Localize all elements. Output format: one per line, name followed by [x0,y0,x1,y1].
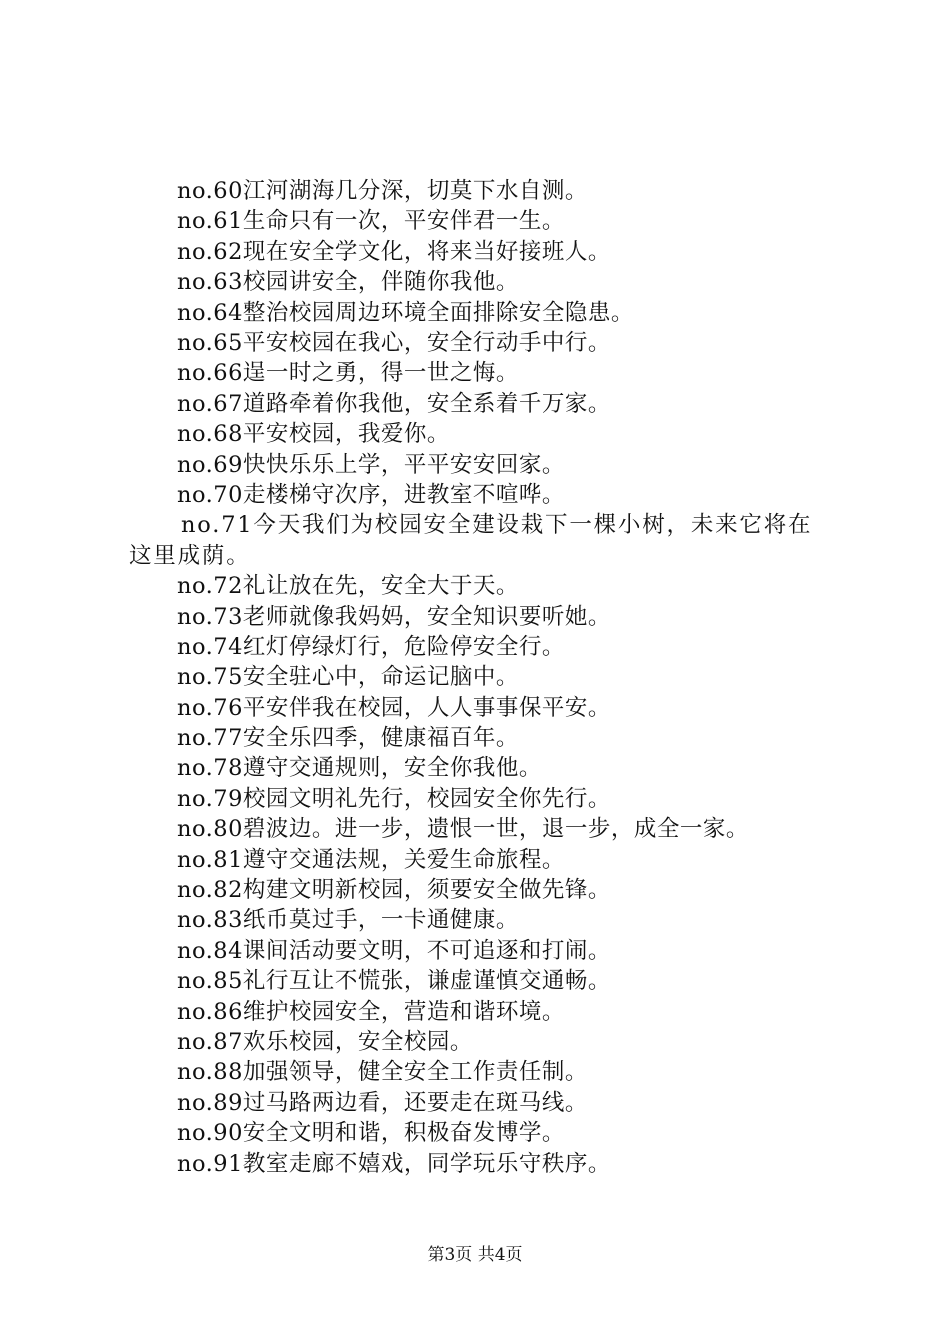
slogan-line: no.85礼行互让不慌张，谦虚谨慎交通畅。 [177,968,611,995]
slogan-line: no.80碧波边。进一步，遗恨一世，退一步，成全一家。 [177,816,749,843]
slogan-line: no.83纸币莫过手，一卡通健康。 [177,907,519,934]
slogan-line: no.84课间活动要文明，不可追逐和打闹。 [177,937,611,964]
slogan-line: no.90安全文明和谐，积极奋发博学。 [177,1120,565,1147]
slogan-line: no.88加强领导，健全安全工作责任制。 [177,1059,588,1086]
slogan-line: no.61生命只有一次，平安伴君一生。 [177,208,565,235]
slogan-line: no.77安全乐四季，健康福百年。 [177,725,519,752]
slogan-line: no.82构建文明新校园，须要安全做先锋。 [177,877,611,904]
slogan-line: no.62现在安全学文化，将来当好接班人。 [177,238,611,265]
slogan-list [129,176,834,1179]
slogan-line: no.72礼让放在先，安全大于天。 [177,573,519,600]
slogan-line: no.73老师就像我妈妈，安全知识要听她。 [177,603,611,630]
slogan-line: no.79校园文明礼先行，校园安全你先行。 [177,785,611,812]
page-footer: 第3页 共4页 [427,1245,523,1265]
slogan-line: no.75安全驻心中，命运记脑中。 [177,664,519,691]
slogan-line: no.63校园讲安全，伴随你我他。 [177,269,519,296]
slogan-line: no.89过马路两边看，还要走在斑马线。 [177,1089,588,1116]
slogan-line: no.68平安校园，我爱你。 [177,421,450,448]
slogan-line-wrapped: no.71今天我们为校园安全建设栽下一棵小树，未来它将在这里成荫。 [129,512,813,569]
slogan-line: no.87欢乐校园，安全校园。 [177,1028,473,1055]
slogan-line: no.67道路牵着你我他，安全系着千万家。 [177,390,611,417]
slogan-line: no.81遵守交通法规，关爱生命旅程。 [177,846,565,873]
slogan-line: no.65平安校园在我心，安全行动手中行。 [177,329,611,356]
slogan-line: no.64整治校园周边环境全面排除安全隐患。 [177,299,634,326]
slogan-line: no.91教室走廊不嬉戏，同学玩乐守秩序。 [177,1150,611,1177]
slogan-line: no.70走楼梯守次序，进教室不喧哗。 [177,481,565,508]
slogan-line: no.76平安伴我在校园，人人事事保平安。 [177,694,611,721]
slogan-line: no.86维护校园安全，营造和谐环境。 [177,998,565,1025]
slogan-line: no.69快快乐乐上学，平平安安回家。 [177,451,565,478]
slogan-line: no.74红灯停绿灯行，危险停安全行。 [177,633,565,660]
slogan-line: no.66逞一时之勇，得一世之悔。 [177,360,519,387]
slogan-line: no.60江河湖海几分深，切莫下水自测。 [177,178,588,204]
slogan-line: no.78遵守交通规则，安全你我他。 [177,755,542,782]
